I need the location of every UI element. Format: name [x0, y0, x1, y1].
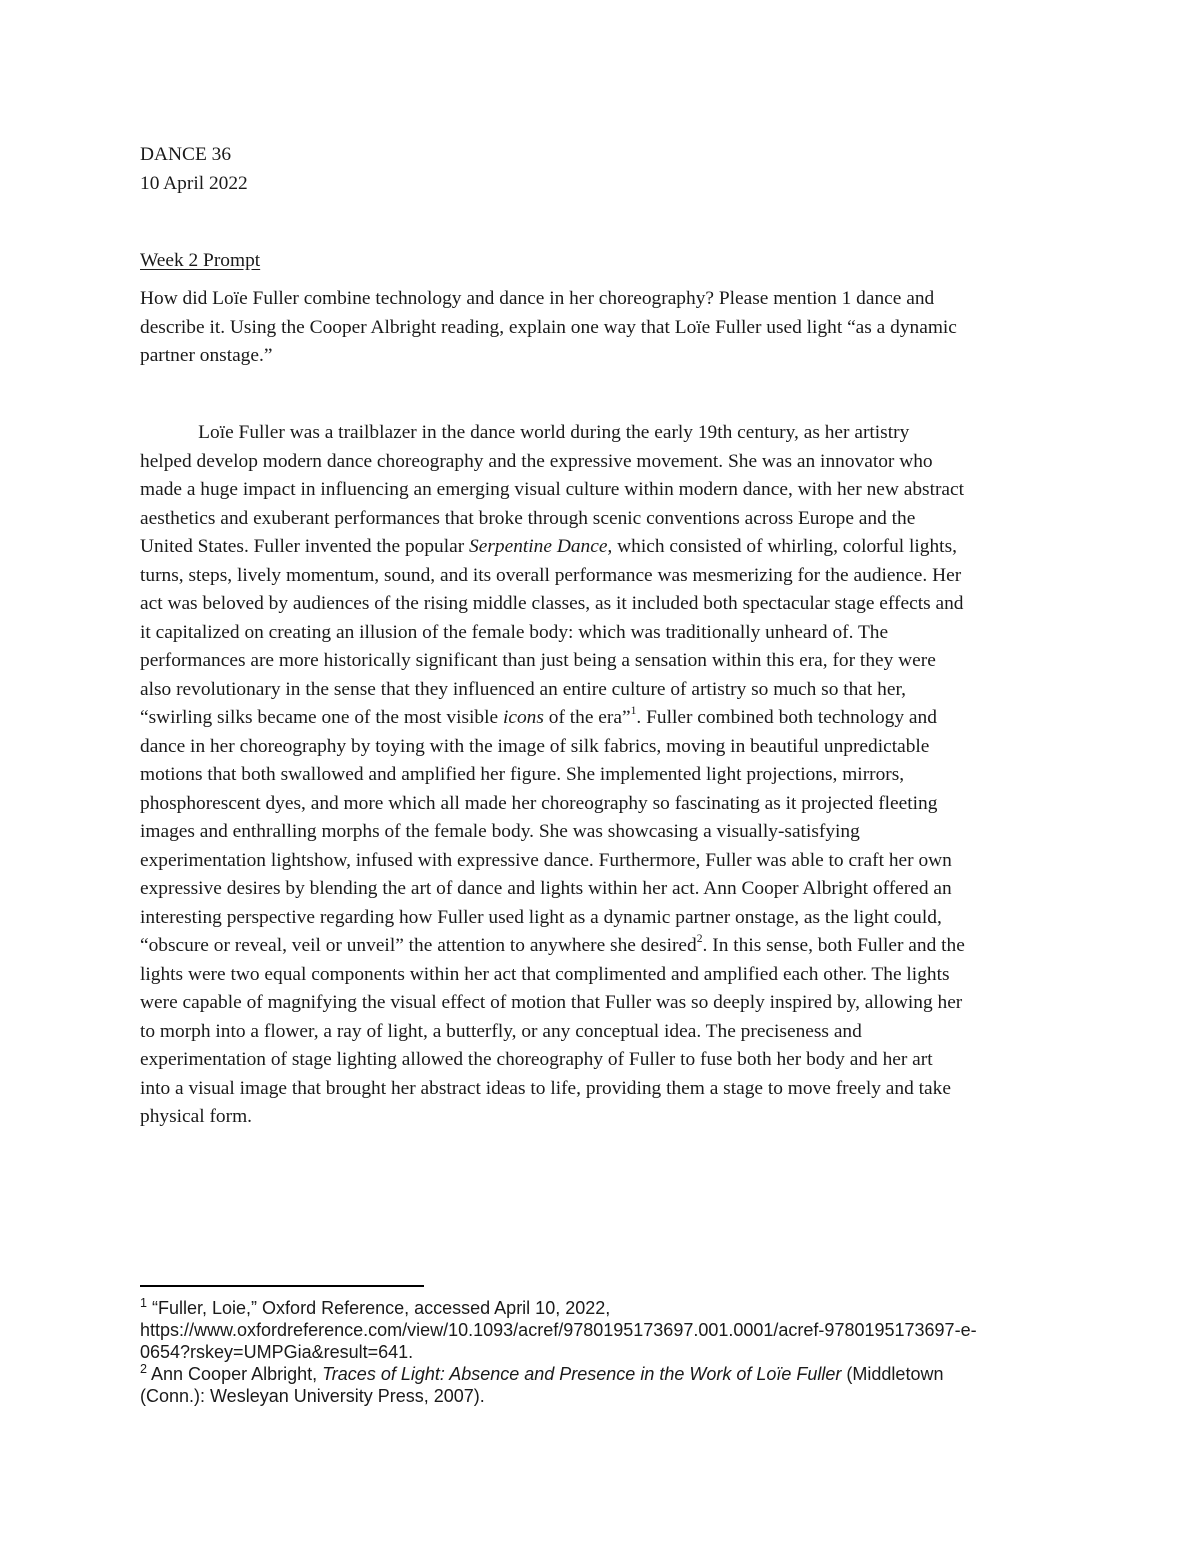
dance-title-italic: Serpentine Dance,: [469, 536, 613, 557]
body-line: dance in her choreography by toying with the image of silk fabrics, moving in beautiful unpredictable: [140, 736, 930, 757]
book-title-italic: Traces of Light: Absence and Presence in the Work of Loïe Fuller: [322, 1364, 842, 1384]
body-line: made a huge impact in influencing an emerging visual culture within modern dance, with her new abstract: [140, 479, 965, 500]
body-line: it capitalized on creating an illusion of the female body: which was traditionally unheard of. The: [140, 622, 889, 643]
body-line: also revolutionary in the sense that they influenced an entire culture of artistry so much so that her,: [140, 679, 906, 700]
prompt-line: describe it. Using the Cooper Albright reading, explain one way that Loïe Fuller used light “as a dynamic: [140, 317, 957, 338]
footnote-text: Ann Cooper Albright,: [147, 1364, 323, 1384]
body-line: expressive desires by blending the art of dance and lights within her act. Ann Cooper Albright offered an: [140, 878, 952, 899]
body-line: experimentation lightshow, infused with expressive dance. Furthermore, Fuller was able to craft her own: [140, 850, 952, 871]
body-text: “obscure or reveal, veil or unveil” the attention to anywhere she desired: [140, 935, 697, 956]
footnote-ref-1[interactable]: 1: [630, 703, 637, 717]
body-line: performances are more historically significant than just being a sensation within this era, for they were: [140, 650, 936, 671]
footnote-url-link[interactable]: https://www.oxfordreference.com/view/10.1093/acref/9780195173697.001.0001/acref-9780195173697-e-: [140, 1320, 977, 1340]
body-line: lights were two equal components within her act that complimented and amplified each other. The lights: [140, 964, 950, 985]
body-line: aesthetics and exuberant performances that broke through scenic conventions across Europe and the: [140, 508, 916, 529]
body-line: act was beloved by audiences of the rising middle classes, as it included both spectacular stage effects and: [140, 593, 964, 614]
footnote-text: (Conn.): Wesleyan University Press, 2007).: [140, 1386, 485, 1406]
icons-italic: icons: [502, 707, 544, 728]
body-text: . In this sense, both Fuller and the: [702, 935, 965, 956]
footnote-number: 1: [140, 1296, 148, 1310]
footnote-text: “Fuller, Loie,” Oxford Reference, accessed April 10, 2022,: [147, 1298, 611, 1318]
footnote-ref-2[interactable]: 2: [696, 931, 703, 945]
body-line: [140, 533, 957, 562]
prompt-title: Week 2 Prompt: [140, 250, 261, 271]
footnote-separator: [140, 1285, 424, 1287]
body-text: United States. Fuller invented the popular: [140, 536, 470, 557]
body-line: images and enthralling morphs of the female body. She was showcasing a visually-satisfying: [140, 821, 860, 842]
body-line: helped develop modern dance choreography and the expressive movement. She was an innovator who: [140, 451, 933, 472]
footnote-number: 2: [140, 1362, 148, 1376]
body-text: which consisted of whirling, colorful lights,: [612, 536, 957, 557]
body-line: phosphorescent dyes, and more which all made her choreography so fascinating as it projected fleeting: [140, 793, 938, 814]
prompt-line: How did Loïe Fuller combine technology and dance in her choreography? Please mention 1 dance and: [140, 288, 935, 309]
footnote-2: [140, 1364, 943, 1386]
body-line: interesting perspective regarding how Fuller used light as a dynamic partner onstage, as the light could,: [140, 907, 942, 928]
body-line: [140, 932, 965, 961]
body-text: . Fuller combined both technology and: [636, 707, 937, 728]
body-line: motions that both swallowed and amplified her figure. She implemented light projections, mirrors,: [140, 764, 905, 785]
body-line: experimentation of stage lighting allowed the choreography of Fuller to fuse both her body and her art: [140, 1049, 933, 1070]
body-text: “swirling silks became one of the most visible: [140, 707, 503, 728]
body-line: Loïe Fuller was a trailblazer in the dance world during the early 19th century, as her artistry: [140, 422, 910, 443]
footnote-url-link-cont[interactable]: 0654?rskey=UMPGia&result=641.: [140, 1342, 414, 1362]
body-line: [140, 704, 937, 733]
body-text: of the era”: [543, 707, 631, 728]
body-line: turns, steps, lively momentum, sound, and its overall performance was mesmerizing for the audience. Her: [140, 565, 962, 586]
footnote-1: [140, 1298, 610, 1320]
body-line: to morph into a flower, a ray of light, a butterfly, or any conceptual idea. The preciseness and: [140, 1021, 862, 1042]
body-line: were capable of magnifying the visual effect of motion that Fuller was so deeply inspired by, allowing her: [140, 992, 963, 1013]
course-heading: DANCE 36: [140, 144, 232, 165]
footnote-text: (Middletown: [841, 1364, 944, 1384]
date-heading: 10 April 2022: [140, 173, 248, 194]
body-line: physical form.: [140, 1106, 253, 1127]
prompt-line: partner onstage.”: [140, 345, 273, 366]
body-line: into a visual image that brought her abstract ideas to life, providing them a stage to move freely and take: [140, 1078, 951, 1099]
